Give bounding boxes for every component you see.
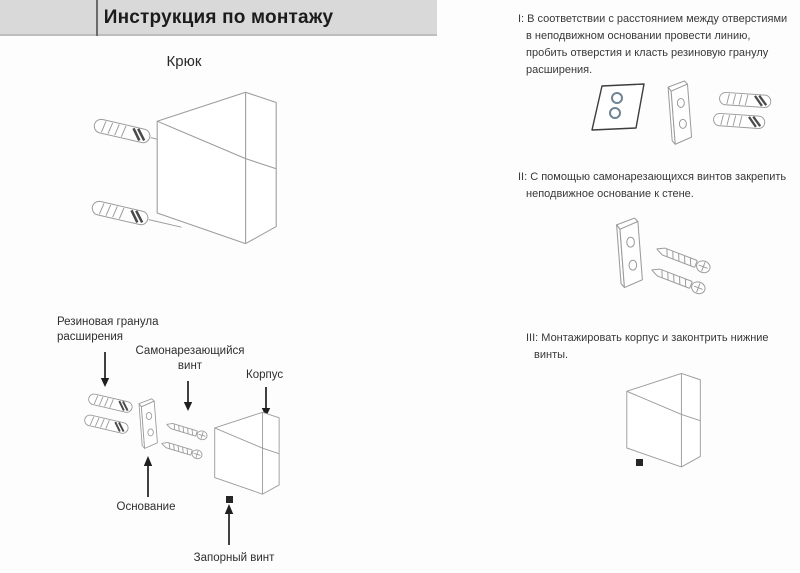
step-1-illustration — [592, 81, 771, 144]
wall-anchor-icon — [713, 113, 765, 129]
step-2-text: II: С помощью самонарезающихся винтов закрепить неподвижное основание к стене. — [518, 171, 787, 201]
label-self-tapping-screw: Самонарезающийся винт — [135, 345, 245, 372]
arrow-down-icon — [184, 381, 192, 411]
base-plate-icon — [617, 218, 643, 287]
wall-anchor-icon — [88, 393, 134, 413]
locking-screw-icon — [226, 496, 233, 503]
base-plate-icon — [668, 81, 691, 144]
hook-body-icon — [627, 373, 701, 466]
label-base: Основание — [116, 501, 176, 513]
wall-anchor-icon — [84, 414, 130, 434]
product-title: Крюк — [166, 53, 202, 70]
base-plate-icon — [139, 399, 157, 449]
arrow-up-icon — [225, 504, 233, 545]
step-3-text: III: Монтажировать корпус и законтрить нижние винты. — [526, 332, 769, 362]
arrow-up-icon — [144, 456, 152, 497]
assembled-hook-drawing — [91, 92, 276, 243]
drill-template-icon — [592, 84, 644, 130]
step-1-text: I: В соответствии с расстоянием между отверстиями в неподвижном основании провести линию, пробить отверстия и класть резиновую гранулу расширения. — [518, 13, 788, 77]
hook-body-icon — [215, 412, 279, 494]
exploded-diagram — [84, 352, 280, 545]
page-title: Инструкция по монтажу — [103, 7, 334, 28]
label-rubber-expansion-plug: Резиновая гранула расширения — [57, 316, 159, 343]
wall-anchor-icon — [719, 92, 771, 108]
label-body: Корпус — [246, 369, 284, 381]
step-3-illustration — [627, 373, 701, 466]
screw-icon — [160, 439, 203, 460]
label-locking-screw: Запорный винт — [193, 552, 275, 564]
hook-body-icon — [157, 92, 276, 243]
screw-icon — [165, 420, 208, 441]
arrow-down-icon — [101, 352, 109, 387]
step-2-illustration — [617, 218, 712, 295]
locking-screw-icon — [636, 459, 643, 466]
